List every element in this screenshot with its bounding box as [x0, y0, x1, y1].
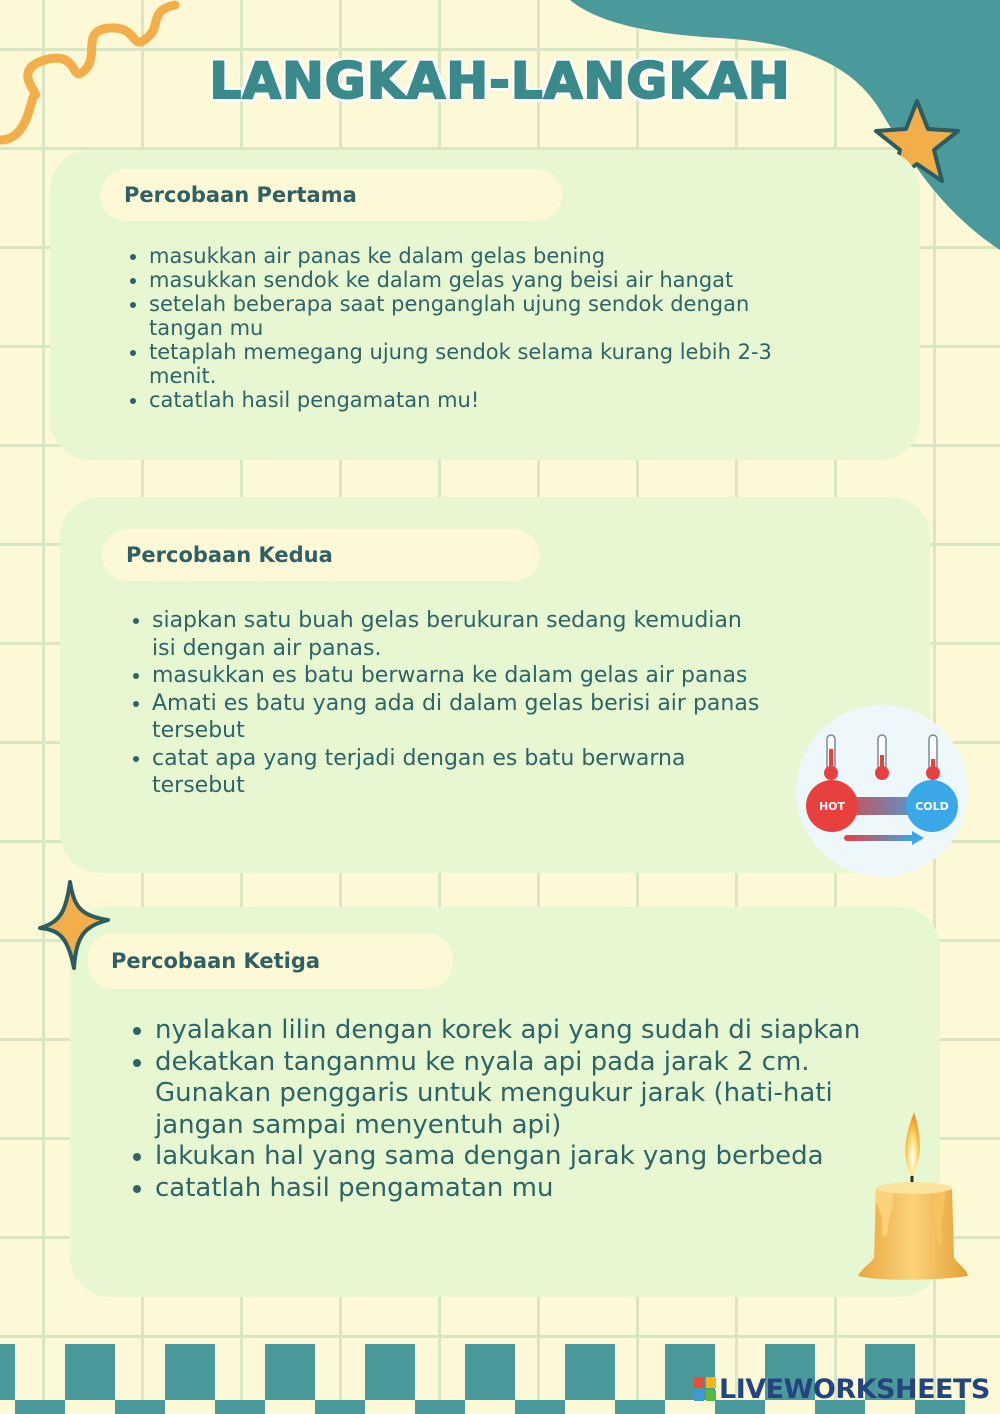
checker-square	[215, 1400, 265, 1414]
list-item: • tetaplah memegang ujung sendok selama kurang lebih 2-3 menit.	[149, 340, 779, 388]
checker-square	[15, 1400, 65, 1414]
checker-square	[615, 1400, 665, 1414]
candle-icon	[852, 1108, 972, 1286]
page-title: LANGKAH-LANGKAH	[209, 52, 791, 110]
step-list-1	[121, 244, 779, 412]
step-list-2	[124, 607, 762, 800]
list-item: • Amati es batu yang ada di dalam gelas berisi air panas tersebut	[152, 690, 762, 745]
checker-square	[465, 1344, 515, 1400]
hot-label: HOT	[818, 800, 846, 813]
logo-icon	[694, 1377, 716, 1401]
section-heading-3: Percobaan Ketiga	[88, 933, 453, 989]
list-item: • catatlah hasil pengamatan mu!	[149, 388, 779, 412]
checker-square	[365, 1344, 415, 1400]
liveworksheets-logo	[694, 1373, 990, 1405]
list-item: • masukkan es batu berwarna ke dalam gelas air panas	[152, 662, 762, 690]
checker-square	[115, 1400, 165, 1414]
star-icon	[36, 876, 114, 974]
list-item: • catat apa yang terjadi dengan es batu berwarna tersebut	[152, 745, 762, 800]
checker-square	[515, 1400, 565, 1414]
list-item: • catatlah hasil pengamatan mu	[155, 1173, 895, 1205]
checker-square	[0, 1344, 15, 1400]
step-list-3	[127, 1015, 895, 1204]
section-heading-1: Percobaan Pertama	[100, 169, 562, 221]
list-item: • dekatkan tanganmu ke nyala api pada jarak 2 cm. Gunakan penggaris untuk mengukur jarak (hati-hati jangan sampai menyentuh api)	[155, 1047, 895, 1142]
thermometer-icon	[796, 705, 968, 877]
list-item: • nyalakan lilin dengan korek api yang sudah di siapkan	[155, 1015, 895, 1047]
checker-square	[165, 1344, 215, 1400]
list-item: • lakukan hal yang sama dengan jarak yang berbeda	[155, 1141, 895, 1173]
cold-label: COLD	[915, 800, 949, 813]
list-item: • siapkan satu buah gelas berukuran sedang kemudian isi dengan air panas.	[152, 607, 762, 662]
logo-text: LIVEWORKSHEETS	[719, 1373, 990, 1405]
section-heading-2: Percobaan Kedua	[102, 529, 540, 581]
checker-square	[565, 1344, 615, 1400]
checker-square	[65, 1344, 115, 1400]
checker-square	[315, 1400, 365, 1414]
checker-square	[415, 1400, 465, 1414]
list-item: • setelah beberapa saat penganglah ujung sendok dengan tangan mu	[149, 292, 779, 340]
checker-square	[265, 1344, 315, 1400]
list-item: • masukkan air panas ke dalam gelas bening	[149, 244, 779, 268]
list-item: • masukkan sendok ke dalam gelas yang beisi air hangat	[149, 268, 779, 292]
